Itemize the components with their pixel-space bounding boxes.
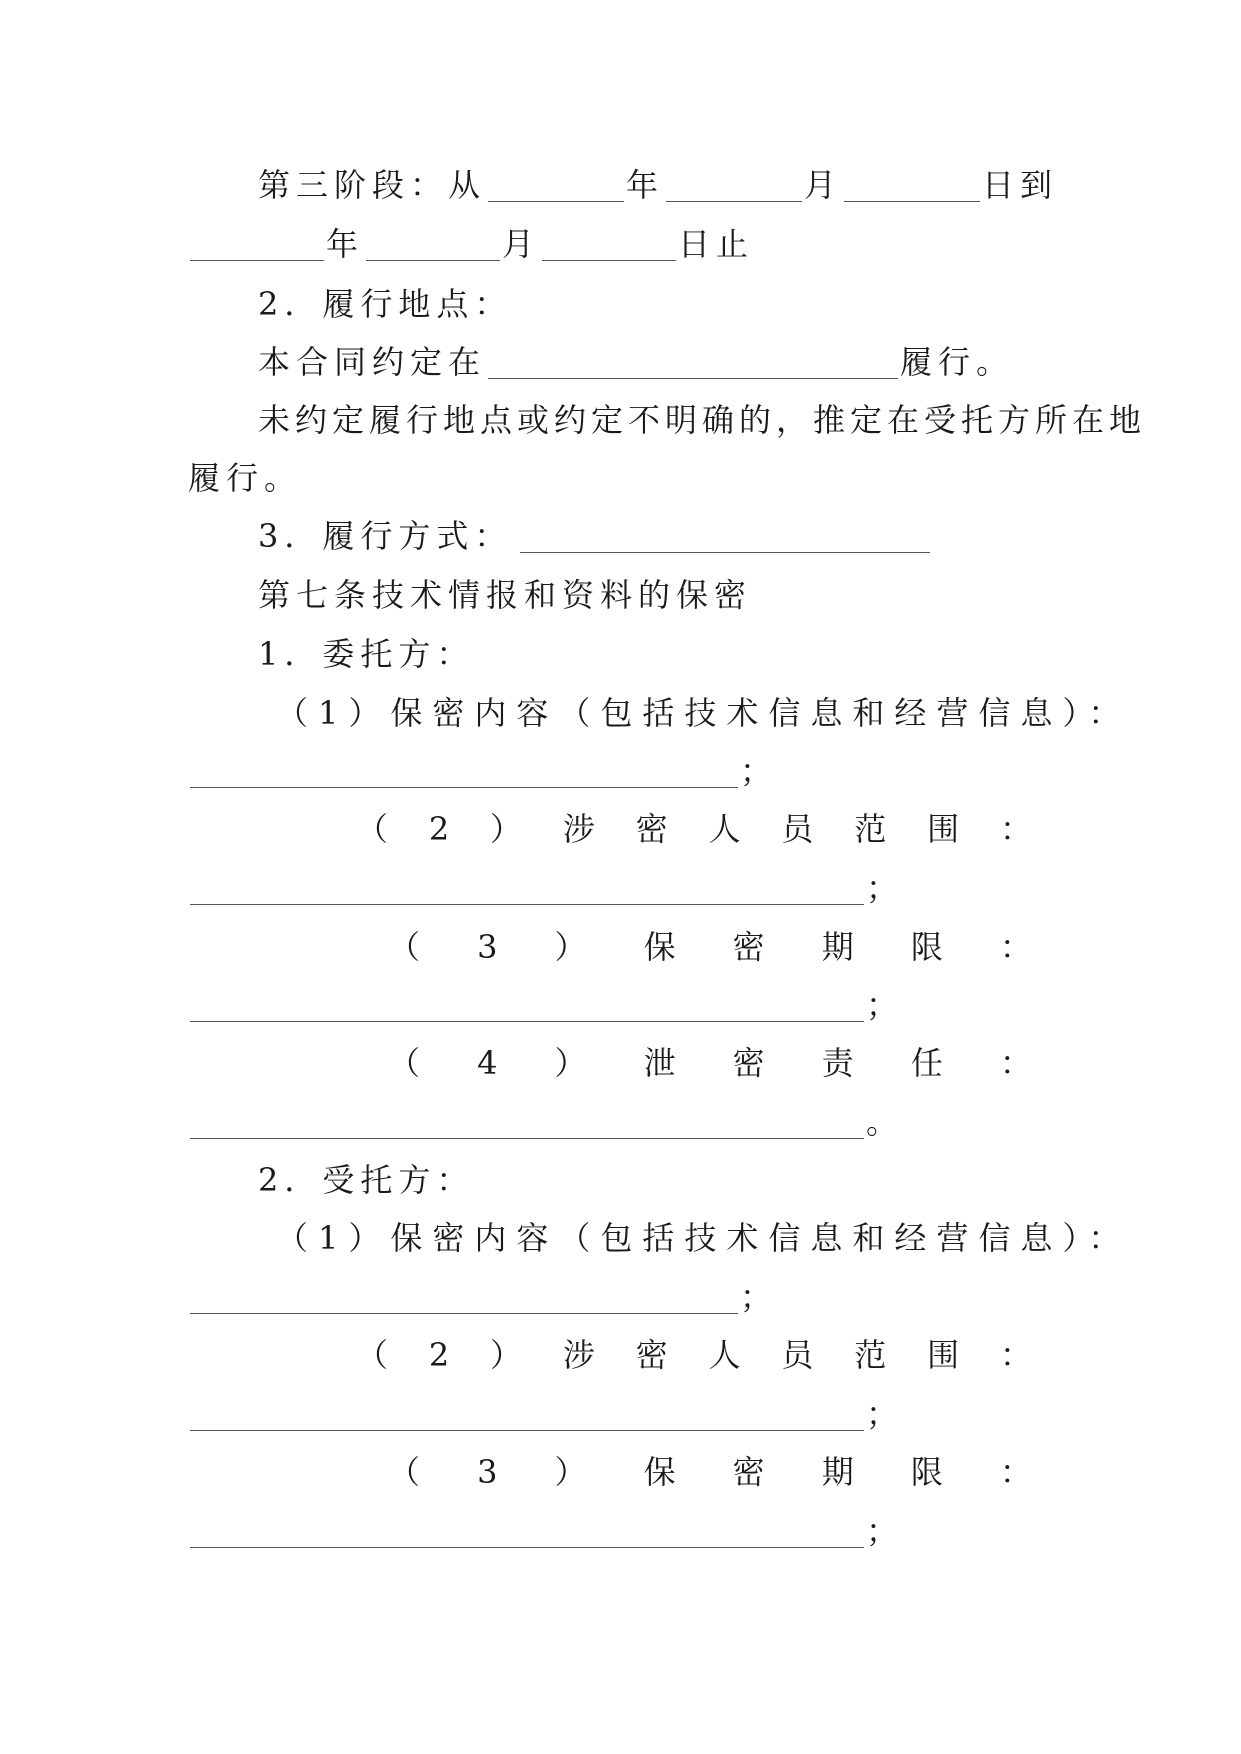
char: ：: [999, 928, 1032, 966]
method-label: 3．履行方式：: [258, 517, 513, 555]
char: ：: [999, 1336, 1032, 1374]
char: 涉: [562, 810, 595, 848]
char: （: [388, 1044, 421, 1082]
char: 3: [477, 1453, 498, 1491]
trustee-content-line: [188, 1275, 778, 1319]
line-end-mark: 。: [866, 1103, 905, 1141]
client-heading: 1．委托方：: [258, 635, 475, 673]
place-agreed-prefix: 本合同约定在: [258, 343, 487, 381]
stage3-line: [258, 163, 1058, 207]
char: 限: [910, 928, 943, 966]
client-term-label: [388, 925, 1032, 969]
char: 期: [821, 1453, 854, 1491]
char: 范: [854, 810, 887, 848]
blank-field: [190, 1283, 738, 1314]
line-end-mark: ；: [740, 1278, 779, 1316]
char: ：: [999, 1044, 1032, 1082]
trustee-scope-line: [188, 1392, 904, 1436]
char: ）: [490, 1336, 523, 1374]
trustee-content-label: （1）保密内容（包括技术信息和经营信息）：: [276, 1219, 1131, 1257]
client-content-line: [188, 749, 778, 793]
stage3-label: 第三阶段：从: [258, 166, 487, 204]
char: 4: [477, 1044, 498, 1082]
char: 泄: [643, 1044, 676, 1082]
char: 3: [477, 928, 498, 966]
char: ：: [999, 810, 1032, 848]
trustee-term-line: [188, 1509, 904, 1553]
place-agreed-line: [258, 340, 1014, 384]
client-scope-label: [356, 807, 1032, 851]
char: （: [356, 810, 389, 848]
blank-field: [190, 991, 864, 1022]
char: 密: [635, 1336, 668, 1374]
place-agreed-suffix: 履行。: [900, 343, 1015, 381]
char: 密: [732, 1044, 765, 1082]
char: 员: [781, 810, 814, 848]
blank-field: [190, 874, 864, 905]
blank-field: [542, 230, 676, 261]
char: ：: [999, 1453, 1032, 1491]
blank-field: [190, 1108, 864, 1139]
char: 保: [643, 928, 676, 966]
char: 2: [428, 810, 450, 848]
client-liability-label: [388, 1041, 1032, 1085]
char: 责: [821, 1044, 854, 1082]
char: 涉: [562, 1336, 595, 1374]
client-content-label: （1）保密内容（包括技术信息和经营信息）：: [276, 694, 1131, 732]
trustee-scope-label: [356, 1333, 1032, 1377]
blank-field: [844, 171, 980, 202]
trustee-term-label: [388, 1450, 1032, 1494]
year-text: 年: [326, 225, 365, 263]
char: 人: [708, 810, 741, 848]
blank-field: [366, 230, 500, 261]
place-default-line-1: 未约定履行地点或约定不明确的，推定在受托方所在地: [258, 401, 1147, 439]
char: 密: [732, 1453, 765, 1491]
method-line: [258, 514, 932, 558]
blank-field: [190, 1400, 864, 1431]
stage3-end-line: [188, 222, 754, 266]
client-term-line: [188, 983, 904, 1027]
line-end-mark: ；: [866, 1512, 905, 1550]
char: 期: [821, 928, 854, 966]
char: ）: [490, 810, 523, 848]
client-scope-line: [188, 866, 904, 910]
blank-field: [488, 171, 624, 202]
client-liability-line: [188, 1100, 904, 1144]
blank-field: [520, 522, 930, 553]
month-text: 月: [804, 166, 843, 204]
char: 密: [635, 810, 668, 848]
day-to-text: 日到: [982, 166, 1059, 204]
year-text: 年: [626, 166, 665, 204]
blank-field: [190, 1517, 864, 1548]
char: 员: [781, 1336, 814, 1374]
char: 人: [708, 1336, 741, 1374]
place-default-line-2: 履行。: [188, 459, 303, 497]
month-text: 月: [502, 225, 541, 263]
day-end-text: 日止: [678, 225, 755, 263]
char: （: [388, 928, 421, 966]
char: 密: [732, 928, 765, 966]
char: 保: [643, 1453, 676, 1491]
char: ）: [554, 1453, 587, 1491]
blank-field: [190, 757, 738, 788]
trustee-heading: 2．受托方：: [258, 1161, 475, 1199]
article7-title: 第七条技术情报和资料的保密: [258, 576, 753, 614]
place-heading: 2．履行地点：: [258, 285, 513, 323]
char: 范: [854, 1336, 887, 1374]
line-end-mark: ；: [866, 869, 905, 907]
char: ）: [554, 1044, 587, 1082]
char: 2: [428, 1336, 450, 1374]
blank-field: [488, 348, 898, 379]
char: ）: [554, 928, 587, 966]
blank-field: [190, 230, 324, 261]
blank-field: [666, 171, 802, 202]
char: 围: [927, 810, 960, 848]
char: （: [388, 1453, 421, 1491]
line-end-mark: ；: [866, 986, 905, 1024]
char: 任: [910, 1044, 943, 1082]
line-end-mark: ；: [740, 752, 779, 790]
line-end-mark: ；: [866, 1395, 905, 1433]
char: 围: [927, 1336, 960, 1374]
char: 限: [910, 1453, 943, 1491]
char: （: [356, 1336, 389, 1374]
